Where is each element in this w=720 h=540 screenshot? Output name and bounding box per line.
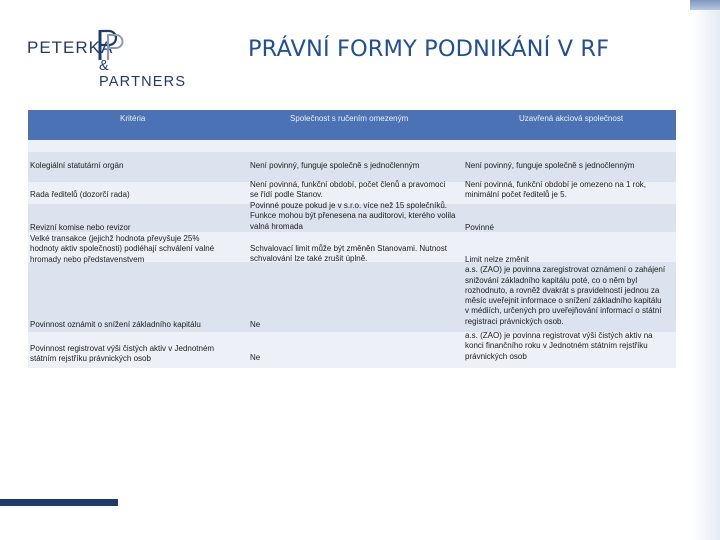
- table-spacer-row: [28, 140, 676, 152]
- top-right-accent: [690, 0, 720, 10]
- llc-collegial-board: Není povinný, funguje společně s jednočlenným: [250, 161, 420, 170]
- logo-text-peterka: PETERKA: [27, 38, 114, 57]
- bottom-left-accent-bar: [0, 499, 118, 506]
- llc-board-of-directors: Není povinná, funkční období, počet členů a pravomoci se řídí podle Stanov.: [250, 180, 446, 200]
- page-title: PRÁVNÍ FORMY PODNIKÁNÍ V RF: [248, 36, 610, 62]
- cjsc-board-of-directors: Není povinná, funkční období je omezeno na 1 rok, minimální počet ředitelů je 5.: [465, 180, 647, 200]
- right-edge-gradient: [690, 10, 720, 540]
- llc-capital-reduction-notice: Ne: [250, 320, 261, 329]
- cjsc-audit-committee: Povinné: [465, 223, 494, 232]
- cjsc-capital-reduction-notice: a.s. (ZAO) je povinna registrovat výši čistých aktiv na konci finančního roku v Jednotném státním rejstříku právnických osob: [465, 331, 653, 361]
- pp-monogram-icon: [97, 28, 127, 62]
- llc-large-transactions: Schvalovací limit může být změněn Stanovami. Nutnost schvalování lze také zrušit úplně.: [250, 244, 447, 264]
- criterion-net-assets-registration: Povinnost registrovat výši čistých aktiv v Jednotném státním rejstříku právnických osob: [30, 344, 215, 364]
- cjsc-collegial-board: Není povinný, funguje společně s jednočlenným: [465, 161, 635, 170]
- criterion-large-transactions: Velké transakce (jejichž hodnota převyšuje 25% hodnoty aktiv společnosti) podléhají schválení valné hromady nebo představenstvem: [30, 234, 215, 264]
- peterka-partners-logo: [27, 28, 202, 90]
- cjsc-large-transactions: Limit nelze změnit a.s. (ZAO) je povinna zaregistrovat oznámení o zahájení snižování základního kapitálu poté, co o něm byl rozhodnuto, a rovněž dvakrát s pravidelností jednou za měsíc uveřejnit informace o snížení základního kapitálu v médiích, určených pro uveřejňování informací o státní registraci právnických osob.: [465, 255, 666, 326]
- header-llc: Společnost s ručením omezeným: [290, 114, 409, 123]
- criterion-collegial-board: Kolegiální statutární orgán: [30, 161, 124, 170]
- table-header: [28, 110, 676, 140]
- header-criteria: Kritéria: [120, 114, 146, 123]
- llc-audit-committee: Povinné pouze pokud je v s.r.o. více než 15 společníků. Funkce mohou být přenesena na auditorovi, kterého volila valná hromada: [250, 201, 456, 231]
- criterion-board-of-directors: Rada ředitelů (dozorčí rada): [30, 190, 130, 199]
- llc-net-assets-registration: Ne: [250, 353, 261, 362]
- criterion-capital-reduction-notice: Povinnost oznámit o snížení základního kapitálu: [30, 320, 201, 329]
- logo-text-partners: & PARTNERS: [99, 58, 187, 90]
- header-cjsc: Uzavřená akciová společnost: [519, 114, 624, 123]
- criterion-audit-committee: Revizní komise nebo revizor: [30, 223, 131, 232]
